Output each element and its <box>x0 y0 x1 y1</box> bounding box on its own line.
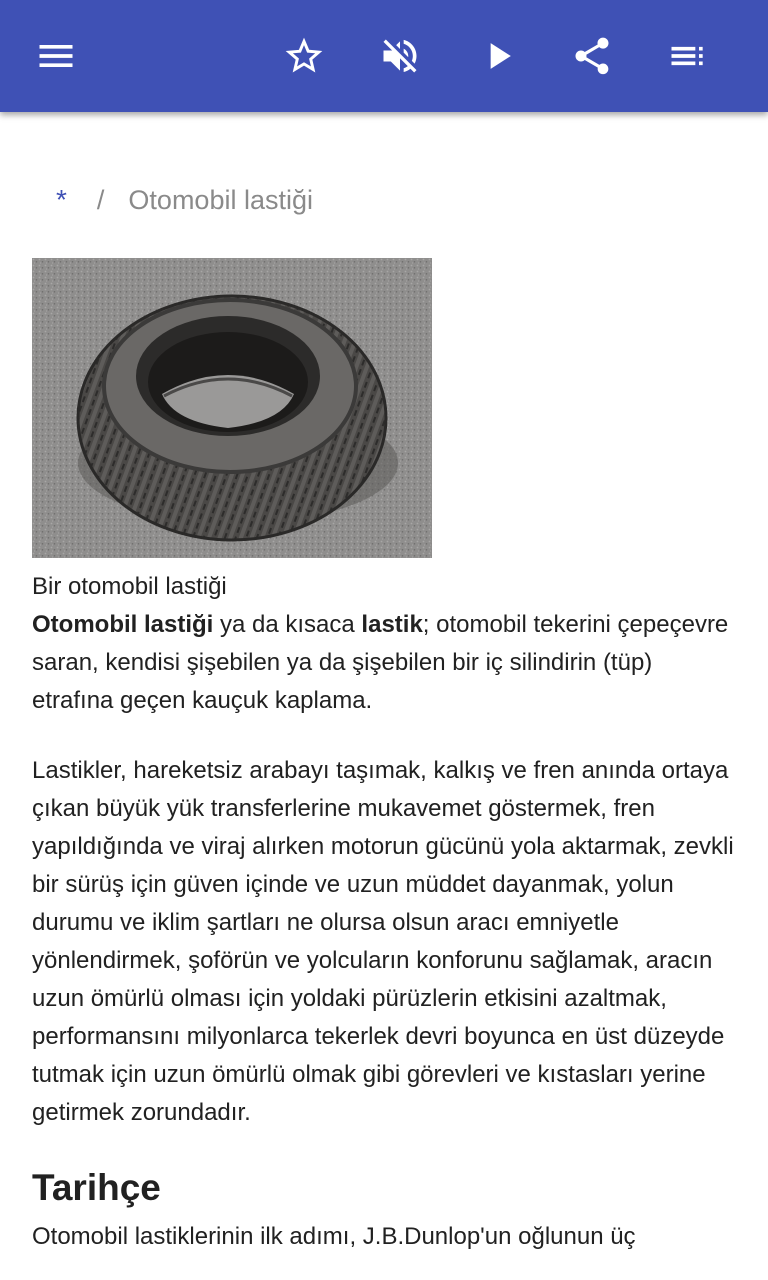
section-paragraph: Otomobil lastiklerinin ilk adımı, J.B.Dunlop'un oğlunun üç <box>32 1223 636 1250</box>
body-paragraph: Lastikler, hareketsiz arabayı taşımak, kalkış ve fren anında ortaya çıkan büyük yük transferlerine mukavemet göstermek, fren yapıldığında ve viraj alırken motorun gücünü yola aktarmak, zevkli bir sürüş için güven içinde ve uzun müddet dayanmak, yolun durumu ve iklim şartları ne olursa olsun aracı emniyetle yönlendirmek, şoförün ve yolcuların konforunu sağlamak, aracın uzun ömürlü olması için yoldaki pürüzlerin etkisini azaltmak, performansını milyonlarca tekerlek devri boyunca en üst düzeyde tutmak için uzun ömürlü olmak gibi görevleri ve kıstasları yerine getirmek zorundadır. <box>32 757 734 1126</box>
tire-image[interactable] <box>32 258 432 558</box>
intro-mid: ya da kısaca <box>213 611 362 638</box>
mute-button[interactable] <box>372 28 428 84</box>
favorite-button[interactable] <box>276 28 332 84</box>
section-heading: Tarihçe <box>32 1167 161 1208</box>
article-body <box>32 568 736 1256</box>
intro-short-term: lastik <box>361 611 423 638</box>
play-button[interactable] <box>470 28 526 84</box>
play-icon <box>476 34 520 78</box>
intro-paragraph <box>32 606 736 720</box>
star-outline-icon <box>282 34 326 78</box>
menu-button[interactable] <box>28 28 84 84</box>
share-button[interactable] <box>564 28 620 84</box>
breadcrumb <box>56 180 313 220</box>
tire-photo-illustration <box>32 258 432 558</box>
menu-icon <box>34 34 78 78</box>
image-caption: Bir otomobil lastiği <box>32 573 227 600</box>
contents-button[interactable] <box>660 28 716 84</box>
breadcrumb-separator: / <box>96 184 105 215</box>
volume-off-icon <box>378 34 422 78</box>
playlist-icon <box>666 34 710 78</box>
app-toolbar <box>0 0 768 112</box>
intro-term: Otomobil lastiği <box>32 611 214 638</box>
breadcrumb-home-link[interactable]: * <box>56 184 67 215</box>
breadcrumb-current: Otomobil lastiği <box>128 184 313 215</box>
share-icon <box>570 34 614 78</box>
article-content <box>0 112 768 1280</box>
intro-rest: ; otomobil tekerini çepeçevre saran, kendisi şişebilen ya da şişebilen bir iç silindirin (tüp) etrafına geçen kauçuk kaplama. <box>32 611 729 714</box>
